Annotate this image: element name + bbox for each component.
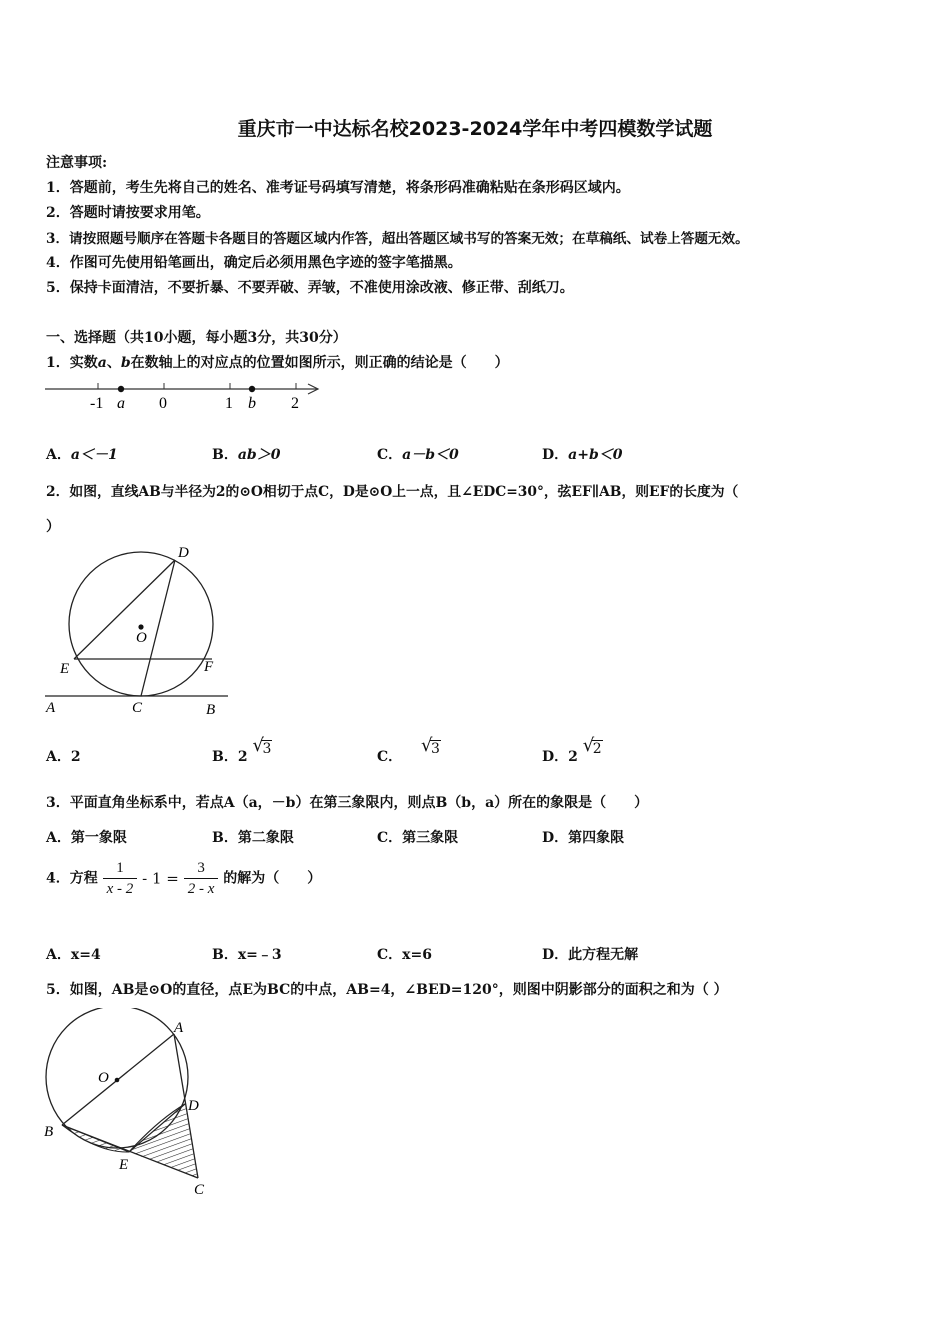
- label-e: E: [119, 1157, 129, 1173]
- point-label: a: [117, 395, 125, 412]
- label-d: D: [188, 1098, 199, 1114]
- point-a: [118, 386, 124, 392]
- question-2-stem: 2．如图，直线AB与半径为2的⊙O相切于点C，D是⊙O上一点，且∠EDC=30°，弦EF∥AB，则EF的长度为（: [46, 484, 739, 500]
- circle-tangent-figure: [40, 540, 240, 720]
- option-c[interactable]: C． √ 3: [377, 735, 440, 765]
- label-b: B: [206, 702, 216, 718]
- label-a: A: [46, 700, 56, 716]
- tick-label: 1: [225, 395, 233, 412]
- label-c: C: [132, 700, 143, 716]
- option-d[interactable]: D．此方程无解: [542, 947, 639, 963]
- center-point: [138, 624, 143, 629]
- notice-heading: 注意事项:: [46, 155, 108, 171]
- option-c[interactable]: C．第三象限: [377, 830, 459, 846]
- point-label: b: [248, 395, 256, 412]
- center-point: [115, 1078, 120, 1083]
- tick-label: -1: [90, 395, 104, 412]
- label-d: D: [178, 545, 189, 561]
- point-b: [249, 386, 255, 392]
- notice-item: 5．保持卡面清洁，不要折暴、不要弄破、弄皱，不准使用涂改液、修正带、刮纸刀。: [46, 280, 574, 296]
- question-4-stem: 4．方程 $\frac{1}{x - 2}$ - 1 = $\frac{3}{2 - x}$ 的解为（ ）: [46, 860, 322, 897]
- option-d[interactable]: D．第四象限: [542, 830, 625, 846]
- option-d[interactable]: D．a+b＜0: [542, 447, 623, 463]
- label-f: F: [204, 659, 214, 675]
- circle-shaded-figure: [38, 1008, 223, 1203]
- option-b[interactable]: B．2 √ 3: [212, 735, 272, 765]
- option-a[interactable]: A．a＜－1: [46, 447, 118, 463]
- question-3-stem: 3．平面直角坐标系中，若点A（a，－b）在第三象限内，则点B（b，a）所在的象限是（ ）: [46, 795, 649, 811]
- segment-dc: [141, 560, 175, 696]
- label-a: A: [174, 1020, 184, 1036]
- option-b[interactable]: B．ab＞0: [212, 447, 281, 463]
- tick-label: 2: [291, 395, 299, 412]
- fraction-2: $\frac{3}{2 - x}$: [184, 858, 219, 899]
- option-c[interactable]: C．a－b＜0: [377, 447, 459, 463]
- section-heading: 一、选择题（共10小题，每小题3分，共30分）: [46, 330, 347, 346]
- notice-item: 3．请按照题号顺序在答题卡各题目的答题区域内作答，超出答题区域书写的答案无效；在草稿纸、试卷上答题无效。: [46, 231, 749, 247]
- question-5-stem: 5．如图，AB是⊙O的直径，点E为BC的中点，AB=4，∠BED=120°，则图中阴影部分的面积之和为（ ）: [46, 982, 728, 998]
- circle-o: [69, 552, 213, 696]
- notice-item: 4．作图可先使用铅笔画出，确定后必须用黑色字迹的签字笔描黑。: [46, 255, 462, 271]
- option-a[interactable]: A．2: [46, 749, 81, 765]
- label-c: C: [194, 1182, 205, 1198]
- label-b: B: [44, 1124, 54, 1140]
- option-d[interactable]: D．2 √ 2: [542, 735, 602, 765]
- fraction-1: $\frac{1}{x - 2}$: [103, 858, 138, 899]
- label-e: E: [60, 661, 70, 677]
- option-c[interactable]: C．x=6: [377, 947, 432, 963]
- label-o: O: [98, 1070, 109, 1086]
- option-b[interactable]: B．x=﹣3: [212, 947, 282, 963]
- question-1-stem: 1．实数a、b在数轴上的对应点的位置如图所示，则正确的结论是（ ）: [46, 355, 509, 371]
- label-o: O: [136, 630, 147, 646]
- page-title: 重庆市一中达标名校2023-2024学年中考四模数学试题: [237, 118, 713, 140]
- option-a[interactable]: A．x=4: [46, 947, 101, 963]
- notice-item: 1．答题前，考生先将自己的姓名、准考证号码填写清楚，将条形码准确粘贴在条形码区域内。: [46, 180, 630, 196]
- question-2-stem-end: ）: [46, 519, 60, 535]
- tick-label: 0: [159, 395, 167, 412]
- number-line-figure: [40, 378, 330, 418]
- option-a[interactable]: A．第一象限: [46, 830, 127, 846]
- notice-item: 2．答题时请按要求用笔。: [46, 205, 210, 221]
- option-b[interactable]: B．第二象限: [212, 830, 294, 846]
